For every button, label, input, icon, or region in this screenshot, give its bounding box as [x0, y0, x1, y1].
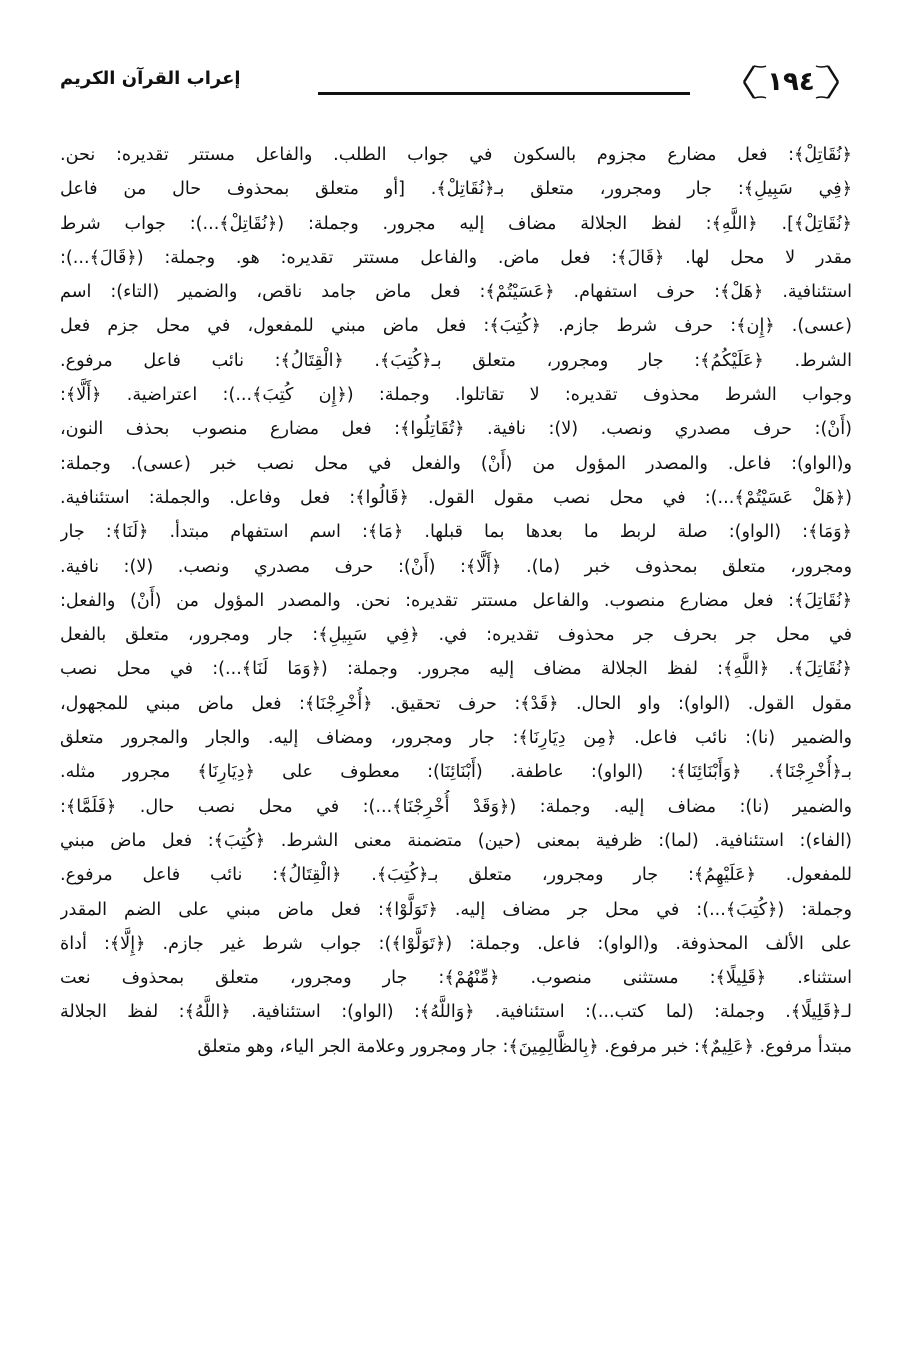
text-line: لـ﴿قَلِيلًا﴾. وجملة: (لما كتب...): استئنافية. ﴿وَاللَّهُ﴾: (الواو): استئنافية. ﴿اللَّهُ﴾: لفظ الجلالة — [60, 1002, 852, 1023]
text-line: (أَنْ): حرف مصدري ونصب. (لا): نافية. ﴿تُقَاتِلُوا﴾: فعل مضارع منصوب بحذف النون، — [60, 419, 852, 440]
text-line: ومجرور، متعلق بمحذوف خبر (ما). ﴿أَلَّا﴾: (أَنْ): حرف مصدري ونصب. (لا): نافية. — [60, 556, 852, 577]
text-line: ﴿فِي سَبِيلِ﴾: جار ومجرور، متعلق بـ﴿نُقَاتِلْ﴾. [أو متعلق بمحذوف حال من فاعل — [60, 179, 852, 200]
page-header — [60, 60, 850, 110]
text-line: (عسى). ﴿إِن﴾: حرف شرط جازم. ﴿كُتِبَ﴾: فعل ماض مبني للمفعول، في محل جزم فعل — [60, 316, 852, 337]
text-line: (الفاء): استئنافية. (لما): ظرفية بمعنى (حين) متضمنة معنى الشرط. ﴿كُتِبَ﴾: فعل ماض مبني — [60, 830, 852, 851]
header-rule — [318, 92, 690, 95]
text-line: في محل جر بحرف جر محذوف تقديره: في. ﴿فِي سَبِيلِ﴾: جار ومجرور، متعلق بالفعل — [60, 625, 852, 646]
book-title: إعراب القرآن الكريم — [60, 68, 241, 89]
page-number: ١٩٤ — [767, 67, 815, 97]
text-line: وجملة: (﴿كُتِبَ﴾...): في محل جر مضاف إليه. ﴿تَوَلَّوْا﴾: فعل ماض مبني على الضم المقدر — [60, 899, 852, 920]
text-line: (﴿هَلْ عَسَيْتُمْ﴾...): في محل نصب مقول القول. ﴿قَالُوا﴾: فعل وفاعل. والجملة: استئنافية. — [60, 487, 852, 508]
text-line: ﴿وَمَا﴾: (الواو): صلة لربط ما بعدها بما قبلها. ﴿مَا﴾: اسم استفهام مبتدأ. ﴿لَنَا﴾: جار — [60, 522, 852, 543]
text-line: ﴿نُقَاتِلْ﴾]. ﴿اللَّهِ﴾: لفظ الجلالة مضاف إليه مجرور. وجملة: (﴿نُقَاتِلْ﴾...): جواب شرط — [60, 213, 852, 234]
page-number-frame — [732, 62, 850, 102]
text-line: استثناء. ﴿قَلِيلًا﴾: مستثنى منصوب. ﴿مِّنْهُمْ﴾: جار ومجرور، متعلق بمحذوف نعت — [60, 968, 852, 989]
text-line: والضمير (نا): نائب فاعل. ﴿مِن دِيَارِنَا﴾: جار ومجرور، ومضاف إليه. والجار والمجرور متعلق — [60, 728, 852, 749]
text-line: ﴿نُقَاتِلَ﴾. ﴿اللَّهِ﴾: لفظ الجلالة مضاف إليه مجرور. وجملة: (﴿وَمَا لَنَا﴾...): في محل نصب — [60, 659, 852, 680]
text-line: للمفعول. ﴿عَلَيْهِمُ﴾: جار ومجرور، متعلق بـ﴿كُتِبَ﴾. ﴿الْقِتَالُ﴾: نائب فاعل مرفوع. — [60, 865, 852, 886]
text-line: على الألف المحذوفة. و(الواو): فاعل. وجملة: (﴿تَوَلَّوْا﴾): جواب شرط غير جازم. ﴿إِلَّا﴾: أداة — [60, 933, 852, 954]
text-line: ﴿نُقَاتِلَ﴾: فعل مضارع منصوب. والفاعل مستتر تقديره: نحن. والمصدر المؤول من (أَنْ) والفعل: — [60, 590, 852, 611]
text-line: ﴿نُقَاتِلْ﴾: فعل مضارع مجزوم بالسكون في جواب الطلب. والفاعل مستتر تقديره: نحن. — [60, 145, 852, 165]
text-line: و(الواو): فاعل. والمصدر المؤول من (أَنْ) والفعل في محل نصب خبر (عسى). وجملة: — [60, 453, 852, 474]
text-line: استئنافية. ﴿هَلْ﴾: حرف استفهام. ﴿عَسَيْتُمْ﴾: فعل ماض جامد ناقص، والضمير (التاء): اسم — [60, 282, 852, 303]
text-line: مقدر لا محل لها. ﴿قَالَ﴾: فعل ماض. والفاعل مستتر تقديره: هو. وجملة: (﴿قَالَ﴾...): — [60, 247, 852, 268]
text-line: وجواب الشرط محذوف تقديره: لا تقاتلوا. وجملة: (﴿إِن كُتِبَ﴾...): اعتراضية. ﴿أَلَّا﴾: — [60, 385, 852, 406]
text-line: مقول القول. (الواو): واو الحال. ﴿قَدْ﴾: حرف تحقيق. ﴿أُخْرِجْنَا﴾: فعل ماض مبني للمجهول، — [60, 693, 852, 714]
text-line: مبتدأ مرفوع. ﴿عَلِيمٌ﴾: خبر مرفوع. ﴿بِالظَّالِمِينَ﴾: جار ومجرور وعلامة الجر الياء، وهو متعلق — [197, 1036, 852, 1057]
text-line: والضمير (نا): مضاف إليه. وجملة: (﴿وَقَدْ أُخْرِجْنَا﴾...): في محل نصب حال. ﴿فَلَمَّا﴾: — [60, 796, 852, 817]
body-text — [60, 138, 852, 1318]
text-line: الشرط. ﴿عَلَيْكُمُ﴾: جار ومجرور، متعلق بـ﴿كُتِبَ﴾. ﴿الْقِتَالُ﴾: نائب فاعل مرفوع. — [60, 350, 852, 371]
text-line: بـ﴿أُخْرِجْنَا﴾. ﴿وَأَبْنَائِنَا﴾: (الواو): عاطفة. (أَبْنَائِنَا): معطوف على ﴿دِيَارِنَا﴾ مجرور مثله. — [60, 762, 852, 783]
